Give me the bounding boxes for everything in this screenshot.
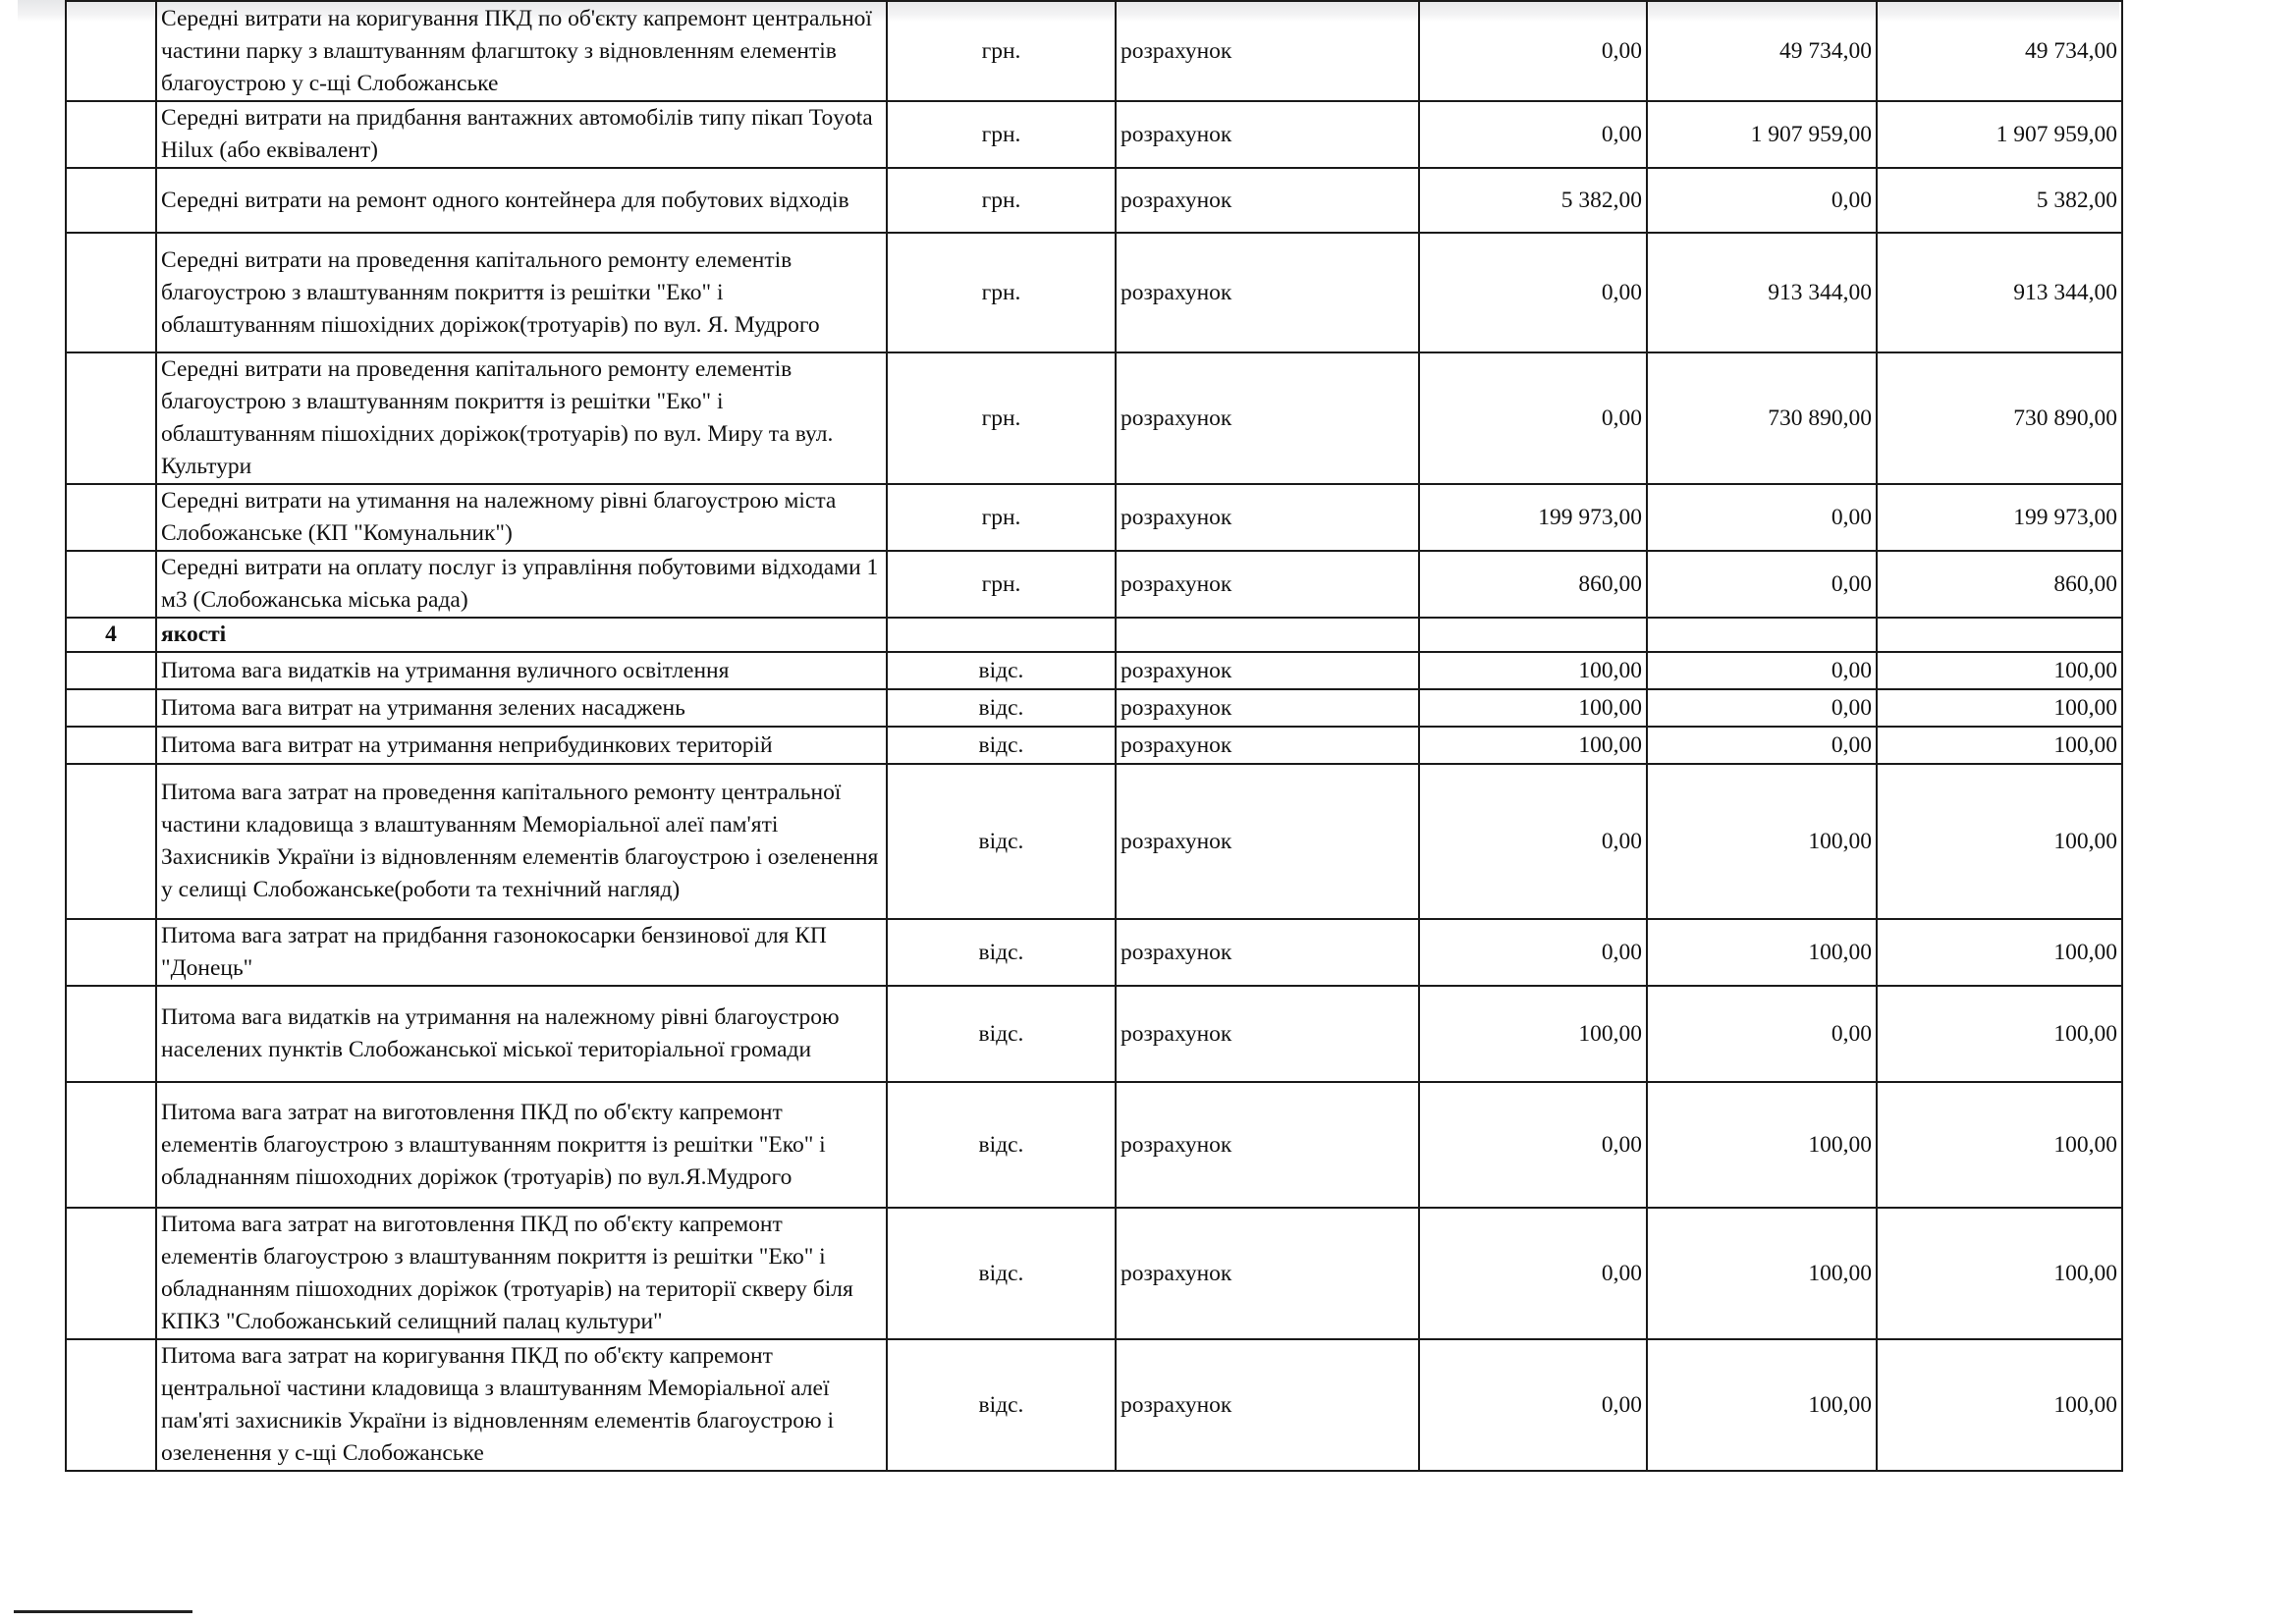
unit-cell: відс. [887, 1339, 1116, 1471]
source-cell: розрахунок [1116, 652, 1419, 689]
source-cell: розрахунок [1116, 986, 1419, 1082]
source-cell: розрахунок [1116, 551, 1419, 618]
unit-cell: відс. [887, 652, 1116, 689]
indicator-name-cell: Питома вага видатків на утримання вуличного освітлення [156, 652, 887, 689]
total-cell: 100,00 [1877, 986, 2122, 1082]
total-cell [1877, 618, 2122, 652]
indicator-name-cell: Питома вага затрат на коригування ПКД по об'єкту капремонт центральної частини кладовища з влаштуванням Меморіальної алеї пам'яті захисників України із відновленням елементів благоустрою і озеленення у с-щі Слобожанське [156, 1339, 887, 1471]
table-row [66, 727, 2122, 764]
unit-cell: грн. [887, 484, 1116, 551]
row-number-cell [66, 352, 156, 484]
general-fund-cell: 0,00 [1419, 1, 1647, 101]
row-number-cell [66, 1339, 156, 1471]
table-row [66, 689, 2122, 727]
special-fund-cell: 0,00 [1647, 168, 1877, 233]
source-cell: розрахунок [1116, 168, 1419, 233]
unit-cell: грн. [887, 551, 1116, 618]
unit-cell: відс. [887, 727, 1116, 764]
unit-cell: відс. [887, 986, 1116, 1082]
total-cell: 860,00 [1877, 551, 2122, 618]
table-row [66, 1, 2122, 101]
indicator-name-cell: Середні витрати на проведення капітального ремонту елементів благоустрою з влаштуванням покриття із решітки "Еко" і облаштуванням пішохідних доріжок(тротуарів) по вул. Миру та вул. Культури [156, 352, 887, 484]
total-cell: 100,00 [1877, 727, 2122, 764]
row-number-cell [66, 101, 156, 168]
source-cell: розрахунок [1116, 1208, 1419, 1339]
row-number-cell [66, 652, 156, 689]
row-number-cell [66, 551, 156, 618]
special-fund-cell [1647, 618, 1877, 652]
general-fund-cell: 100,00 [1419, 727, 1647, 764]
source-cell: розрахунок [1116, 919, 1419, 986]
total-cell: 100,00 [1877, 1082, 2122, 1208]
unit-cell: грн. [887, 352, 1116, 484]
general-fund-cell: 0,00 [1419, 919, 1647, 986]
row-number-cell [66, 764, 156, 919]
indicator-name-cell: Середні витрати на оплату послуг із управління побутовими відходами 1 м3 (Слобожанська міська рада) [156, 551, 887, 618]
indicator-name-cell: Середні витрати на утимання на належному рівні благоустрою міста Слобожанське (КП "Комунальник") [156, 484, 887, 551]
general-fund-cell: 199 973,00 [1419, 484, 1647, 551]
total-cell: 730 890,00 [1877, 352, 2122, 484]
unit-cell [887, 618, 1116, 652]
row-number-cell [66, 727, 156, 764]
total-cell: 100,00 [1877, 764, 2122, 919]
unit-cell: грн. [887, 168, 1116, 233]
unit-cell: грн. [887, 233, 1116, 352]
special-fund-cell: 0,00 [1647, 689, 1877, 727]
special-fund-cell: 730 890,00 [1647, 352, 1877, 484]
special-fund-cell: 0,00 [1647, 727, 1877, 764]
row-number-cell [66, 233, 156, 352]
general-fund-cell: 0,00 [1419, 764, 1647, 919]
row-number-cell: 4 [66, 618, 156, 652]
special-fund-cell: 1 907 959,00 [1647, 101, 1877, 168]
total-cell: 100,00 [1877, 1339, 2122, 1471]
table-row [66, 352, 2122, 484]
row-number-cell [66, 986, 156, 1082]
unit-cell: відс. [887, 1208, 1116, 1339]
general-fund-cell: 0,00 [1419, 233, 1647, 352]
total-cell: 1 907 959,00 [1877, 101, 2122, 168]
total-cell: 199 973,00 [1877, 484, 2122, 551]
special-fund-cell: 100,00 [1647, 1208, 1877, 1339]
source-cell: розрахунок [1116, 764, 1419, 919]
general-fund-cell [1419, 618, 1647, 652]
source-cell: розрахунок [1116, 233, 1419, 352]
row-number-cell [66, 919, 156, 986]
table-row [66, 1339, 2122, 1471]
special-fund-cell: 100,00 [1647, 764, 1877, 919]
general-fund-cell: 100,00 [1419, 652, 1647, 689]
indicator-name-cell: Середні витрати на коригування ПКД по об'єкту капремонт центральної частини парку з влаштуванням флагштоку з відновленням елементів благоустрою у с-щі Слобожанське [156, 1, 887, 101]
indicator-name-cell: Середні витрати на проведення капітального ремонту елементів благоустрою з влаштуванням покриття із решітки "Еко" і облаштуванням пішохідних доріжок(тротуарів) по вул. Я. Мудрого [156, 233, 887, 352]
special-fund-cell: 100,00 [1647, 1082, 1877, 1208]
unit-cell: грн. [887, 101, 1116, 168]
general-fund-cell: 0,00 [1419, 1339, 1647, 1471]
general-fund-cell: 100,00 [1419, 689, 1647, 727]
source-cell: розрахунок [1116, 1082, 1419, 1208]
section-row [66, 618, 2122, 652]
source-cell: розрахунок [1116, 1, 1419, 101]
total-cell: 100,00 [1877, 689, 2122, 727]
indicator-name-cell: Питома вага затрат на придбання газонокосарки бензинової для КП "Донець" [156, 919, 887, 986]
total-cell: 5 382,00 [1877, 168, 2122, 233]
general-fund-cell: 100,00 [1419, 986, 1647, 1082]
source-cell: розрахунок [1116, 101, 1419, 168]
total-cell: 49 734,00 [1877, 1, 2122, 101]
table-row [66, 168, 2122, 233]
table-row [66, 484, 2122, 551]
unit-cell: відс. [887, 689, 1116, 727]
indicator-name-cell: Питома вага витрат на утримання неприбудинкових територій [156, 727, 887, 764]
source-cell: розрахунок [1116, 484, 1419, 551]
total-cell: 100,00 [1877, 652, 2122, 689]
source-cell: розрахунок [1116, 1339, 1419, 1471]
special-fund-cell: 49 734,00 [1647, 1, 1877, 101]
source-cell: розрахунок [1116, 689, 1419, 727]
unit-cell: відс. [887, 919, 1116, 986]
row-number-cell [66, 1208, 156, 1339]
row-number-cell [66, 1082, 156, 1208]
general-fund-cell: 5 382,00 [1419, 168, 1647, 233]
indicator-name-cell: Середні витрати на придбання вантажних автомобілів типу пікап Toyota Hilux (або еквівалент) [156, 101, 887, 168]
general-fund-cell: 0,00 [1419, 1082, 1647, 1208]
total-cell: 100,00 [1877, 1208, 2122, 1339]
table-row [66, 652, 2122, 689]
indicator-name-cell: Питома вага затрат на проведення капітального ремонту центральної частини кладовища з влаштуванням Меморіальної алеї пам'яті Захисників України із відновленням елементів благоустрою і озеленення у селищі Слобожанське(роботи та технічний нагляд) [156, 764, 887, 919]
budget-indicators-table [65, 0, 2123, 1472]
general-fund-cell: 0,00 [1419, 1208, 1647, 1339]
row-number-cell [66, 689, 156, 727]
row-number-cell [66, 1, 156, 101]
total-cell: 913 344,00 [1877, 233, 2122, 352]
footnote-separator [14, 1610, 192, 1613]
general-fund-cell: 0,00 [1419, 352, 1647, 484]
indicator-name-cell: Питома вага витрат на утримання зелених насаджень [156, 689, 887, 727]
unit-cell: відс. [887, 1082, 1116, 1208]
row-number-cell [66, 168, 156, 233]
special-fund-cell: 0,00 [1647, 652, 1877, 689]
special-fund-cell: 100,00 [1647, 919, 1877, 986]
general-fund-cell: 860,00 [1419, 551, 1647, 618]
indicator-name-cell: Питома вага видатків на утримання на належному рівні благоустрою населених пунктів Слобожанської міської територіальної громади [156, 986, 887, 1082]
table-row [66, 101, 2122, 168]
indicator-name-cell: Питома вага затрат на виготовлення ПКД по об'єкту капремонт елементів благоустрою з влаштуванням покриття із решітки "Еко" і обладнанням пішоходних доріжок (тротуарів) на території скверу біля КПКЗ "Слобожанський селищний палац культури" [156, 1208, 887, 1339]
special-fund-cell: 0,00 [1647, 986, 1877, 1082]
table-row [66, 233, 2122, 352]
general-fund-cell: 0,00 [1419, 101, 1647, 168]
special-fund-cell: 913 344,00 [1647, 233, 1877, 352]
table-row [66, 919, 2122, 986]
unit-cell: грн. [887, 1, 1116, 101]
table-row [66, 764, 2122, 919]
special-fund-cell: 0,00 [1647, 484, 1877, 551]
unit-cell: відс. [887, 764, 1116, 919]
indicator-name-cell: Питома вага затрат на виготовлення ПКД по об'єкту капремонт елементів благоустрою з влаштуванням покриття із решітки "Еко" і обладнанням пішоходних доріжок (тротуарів) по вул.Я.Мудрого [156, 1082, 887, 1208]
special-fund-cell: 0,00 [1647, 551, 1877, 618]
indicator-name-cell: Середні витрати на ремонт одного контейнера для побутових відходів [156, 168, 887, 233]
table-row [66, 1082, 2122, 1208]
table-row [66, 1208, 2122, 1339]
row-number-cell [66, 484, 156, 551]
table-row [66, 986, 2122, 1082]
special-fund-cell: 100,00 [1647, 1339, 1877, 1471]
source-cell: розрахунок [1116, 352, 1419, 484]
source-cell: розрахунок [1116, 727, 1419, 764]
indicator-name-cell: якості [156, 618, 887, 652]
table-row [66, 551, 2122, 618]
total-cell: 100,00 [1877, 919, 2122, 986]
source-cell [1116, 618, 1419, 652]
